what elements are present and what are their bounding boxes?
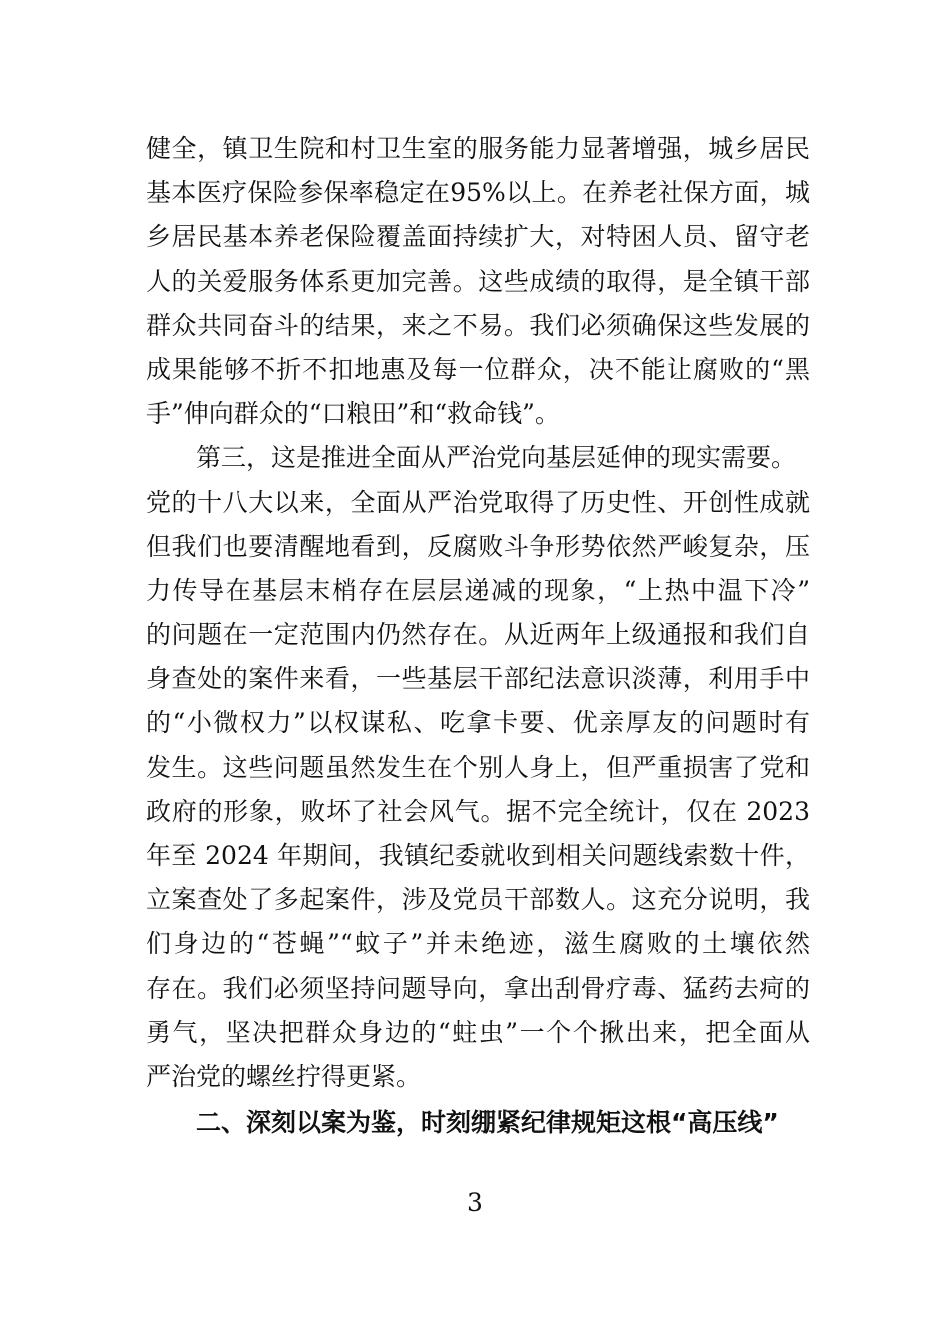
section-heading: 二、深刻以案为鉴，时刻绷紧纪律规矩这根“高压线”	[196, 1108, 779, 1138]
text-line: 的问题在一定范围内仍然存在。从近两年上级通报和我们自	[146, 620, 810, 650]
text-line: 手”伸向群众的“口粮田”和“救命钱”。	[146, 399, 560, 429]
text-line: 党的十八大以来，全面从严治党取得了历史性、开创性成就	[146, 487, 810, 517]
text-line: 群众共同奋斗的结果，来之不易。我们必须确保这些发展的	[146, 310, 810, 340]
text-line: 勇气，坚决把群众身边的“蛀虫”一个个揪出来，把全面从	[146, 1017, 810, 1047]
paragraph-1	[146, 127, 810, 436]
text-line: 年至 2024 年期间，我镇纪委就收到相关问题线索数十件，	[146, 841, 810, 870]
page-number: 3	[467, 1188, 483, 1217]
text-line: 人的关爱服务体系更加完善。这些成绩的取得，是全镇干部	[146, 266, 810, 296]
text-line: 基本医疗保险参保率稳定在95%以上。在养老社保方面，城	[146, 178, 810, 208]
document-body	[146, 127, 810, 1145]
text-line: 们身边的“苍蝇”“蚊子”并未绝迹，滋生腐败的土壤依然	[146, 929, 810, 959]
text-line: 发生。这些问题虽然发生在个别人身上，但严重损害了党和	[146, 752, 810, 782]
text-line: 但我们也要清醒地看到，反腐败斗争形势依然严峻复杂，压	[146, 531, 810, 561]
text-line: 健全，镇卫生院和村卫生室的服务能力显著增强，城乡居民	[146, 134, 810, 163]
text-line: 乡居民基本养老保险覆盖面持续扩大，对特困人员、留守老	[146, 222, 810, 252]
text-line: 存在。我们必须坚持问题导向，拿出刮骨疗毒、猛药去疴的	[146, 973, 810, 1003]
text-line: 力传导在基层末梢存在层层递减的现象，“上热中温下冷”	[146, 575, 810, 605]
text-line: 的“小微权力”以权谋私、吃拿卡要、优亲厚友的问题时有	[146, 708, 810, 738]
text-line: 严治党的螺丝拧得更紧。	[146, 1061, 422, 1091]
paragraph-2	[146, 436, 810, 1099]
text-line: 立案查处了多起案件，涉及党员干部数人。这充分说明，我	[146, 885, 810, 915]
text-line: 身查处的案件来看，一些基层干部纪法意识淡薄，利用手中	[146, 664, 810, 694]
text-line: 成果能够不折不扣地惠及每一位群众，决不能让腐败的“黑	[146, 354, 810, 384]
text-line: 政府的形象，败坏了社会风气。据不完全统计，仅在 2023	[146, 796, 810, 826]
text-line: 第三，这是推进全面从严治党向基层延伸的现实需要。	[196, 443, 797, 473]
